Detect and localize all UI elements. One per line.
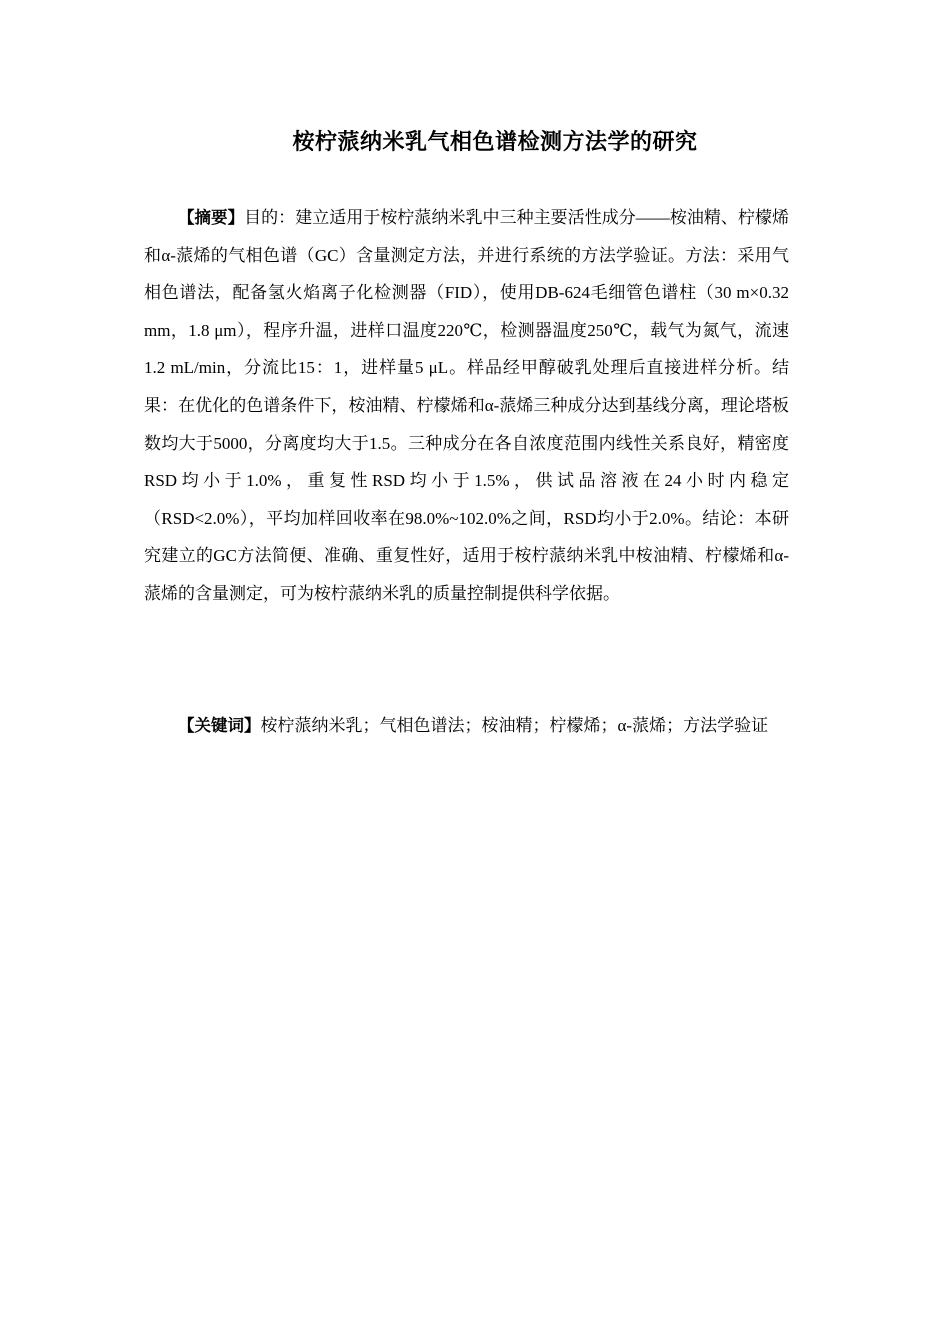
abstract-paragraph — [144, 199, 789, 613]
paper-title: 桉柠蒎纳米乳气相色谱检测方法学的研究 — [292, 130, 698, 155]
keywords-paragraph — [144, 707, 789, 745]
keywords-text: 桉柠蒎纳米乳；气相色谱法；桉油精；柠檬烯；α-蒎烯；方法学验证 — [260, 716, 769, 735]
abstract-text: 目的：建立适用于桉柠蒎纳米乳中三种主要活性成分——桉油精、柠檬烯和α-蒎烯的气相色谱（GC）含量测定方法，并进行系统的方法学验证。方法：采用气相色谱法，配备氢火焰离子化检测器（FID），使用DB-624毛细管色谱柱（30 m×0.32 mm，1.8 μm），程序升温，进样口温度220℃，检测器温度250℃，载气为氮气，流速1.2 mL/min，分流比15：1，进样量5 μL。样品经甲醇破乳处理后直接进样分析。结果：在优化的色谱条件下，桉油精、柠檬烯和α-蒎烯三种成分达到基线分离，理论塔板数均大于5000，分离度均大于1.5。三种成分在各自浓度范围内线性关系良好，精密度RSD均小于1.0%，重复性RSD均小于1.5%，供试品溶液在24小时内稳定（RSD<2.0%），平均加样回收率在98.0%~102.0%之间，RSD均小于2.0%。结论：本研究建立的GC方法简便、准确、重复性好，适用于桉柠蒎纳米乳中桉油精、柠檬烯和α-蒎烯的含量测定，可为桉柠蒎纳米乳的质量控制提供科学依据。 — [144, 208, 790, 603]
keywords-label: 【关键词】 — [178, 716, 261, 735]
abstract-label: 【摘要】 — [178, 208, 245, 227]
